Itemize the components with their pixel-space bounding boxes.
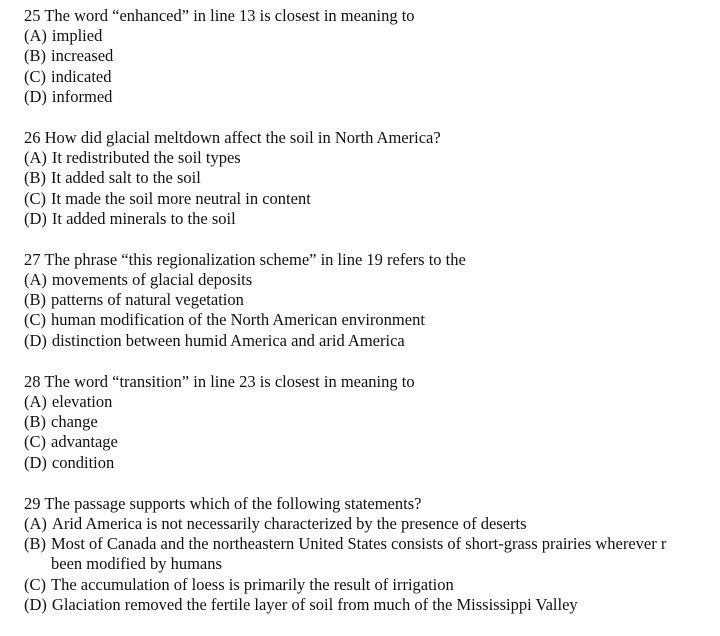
question-26 bbox=[24, 128, 720, 229]
answer-option-b[interactable] bbox=[24, 412, 720, 432]
answer-option-a[interactable] bbox=[24, 148, 720, 168]
option-text: movements of glacial deposits bbox=[51, 270, 253, 290]
option-letter: (B) bbox=[24, 46, 46, 66]
option-letter: (C) bbox=[24, 66, 46, 86]
option-text: indicated bbox=[51, 66, 112, 86]
option-letter: (D) bbox=[24, 86, 47, 106]
answer-option-d[interactable] bbox=[24, 453, 720, 473]
answer-option-a[interactable] bbox=[24, 514, 720, 534]
option-letter: (B) bbox=[24, 290, 46, 310]
question-stem bbox=[24, 250, 720, 270]
question-text: How did glacial meltdown affect the soil in North America? bbox=[44, 127, 441, 147]
option-text: informed bbox=[51, 86, 113, 106]
option-text-block bbox=[51, 534, 720, 574]
option-text: It added salt to the soil bbox=[51, 168, 201, 188]
question-number: 27 bbox=[24, 249, 41, 269]
answer-option-d[interactable] bbox=[24, 595, 720, 615]
question-27 bbox=[24, 250, 720, 351]
option-letter: (C) bbox=[24, 574, 46, 594]
option-text: condition bbox=[51, 452, 115, 472]
option-text: implied bbox=[51, 26, 103, 46]
question-28 bbox=[24, 372, 720, 473]
option-letter: (D) bbox=[24, 594, 47, 614]
answer-option-a[interactable] bbox=[24, 270, 720, 290]
question-stem bbox=[24, 372, 720, 392]
option-letter: (B) bbox=[24, 168, 46, 188]
option-letter: (A) bbox=[24, 513, 47, 533]
answer-option-b[interactable] bbox=[24, 290, 720, 310]
question-29 bbox=[24, 494, 720, 615]
answer-option-c[interactable] bbox=[24, 575, 720, 595]
answer-option-a[interactable] bbox=[24, 26, 720, 46]
option-letter: (C) bbox=[24, 432, 46, 452]
question-25 bbox=[24, 6, 720, 107]
option-text-continuation: been modified by humans bbox=[51, 554, 222, 574]
answer-option-b[interactable] bbox=[24, 46, 720, 66]
option-text: Glaciation removed the fertile layer of soil from much of the Mississippi Valley bbox=[51, 594, 578, 614]
option-letter: (B) bbox=[24, 412, 46, 432]
answer-option-d[interactable] bbox=[24, 209, 720, 229]
question-stem bbox=[24, 6, 720, 26]
answer-option-b[interactable] bbox=[24, 168, 720, 188]
answer-option-a[interactable] bbox=[24, 392, 720, 412]
question-number: 25 bbox=[24, 6, 41, 25]
question-stem bbox=[24, 128, 720, 148]
option-text: increased bbox=[51, 46, 114, 66]
option-letter: (A) bbox=[24, 26, 47, 46]
option-letter: (D) bbox=[24, 208, 47, 228]
answer-option-d[interactable] bbox=[24, 87, 720, 107]
option-letter: (A) bbox=[24, 148, 47, 168]
option-letter: (A) bbox=[24, 392, 47, 411]
option-text: distinction between humid America and arid America bbox=[51, 330, 405, 350]
option-text: It made the soil more neutral in content bbox=[51, 188, 311, 208]
question-number: 28 bbox=[24, 371, 41, 391]
question-document bbox=[24, 6, 720, 636]
option-text: It redistributed the soil types bbox=[51, 148, 241, 168]
question-text: The passage supports which of the following statements? bbox=[44, 493, 422, 513]
answer-option-c[interactable] bbox=[24, 310, 720, 330]
option-text: patterns of natural vegetation bbox=[51, 290, 244, 310]
question-text: The word “transition” in line 23 is closest in meaning to bbox=[44, 371, 415, 391]
question-number: 26 bbox=[24, 127, 41, 147]
option-letter: (C) bbox=[24, 310, 46, 330]
question-stem bbox=[24, 494, 720, 514]
option-letter: (C) bbox=[24, 188, 46, 208]
option-text: Most of Canada and the northeastern United States consists of short-grass prairies wherever r bbox=[51, 534, 667, 554]
option-text: advantage bbox=[51, 432, 118, 452]
option-text: elevation bbox=[51, 392, 113, 411]
option-text: Arid America is not necessarily characterized by the presence of deserts bbox=[51, 513, 527, 533]
option-text: It added minerals to the soil bbox=[51, 208, 236, 228]
option-letter: (B) bbox=[24, 534, 46, 554]
answer-option-b[interactable] bbox=[24, 534, 720, 574]
question-number: 29 bbox=[24, 493, 41, 513]
option-letter: (D) bbox=[24, 452, 47, 472]
answer-option-d[interactable] bbox=[24, 331, 720, 351]
answer-option-c[interactable] bbox=[24, 432, 720, 452]
option-text: The accumulation of loess is primarily the result of irrigation bbox=[51, 574, 454, 594]
option-letter: (D) bbox=[24, 330, 47, 350]
answer-option-c[interactable] bbox=[24, 189, 720, 209]
question-text: The word “enhanced” in line 13 is closest in meaning to bbox=[44, 6, 415, 25]
question-text: The phrase “this regionalization scheme” in line 19 refers to the bbox=[44, 249, 466, 269]
option-text: human modification of the North American environment bbox=[51, 310, 425, 330]
answer-option-c[interactable] bbox=[24, 67, 720, 87]
option-text: change bbox=[51, 412, 98, 432]
option-letter: (A) bbox=[24, 270, 47, 290]
